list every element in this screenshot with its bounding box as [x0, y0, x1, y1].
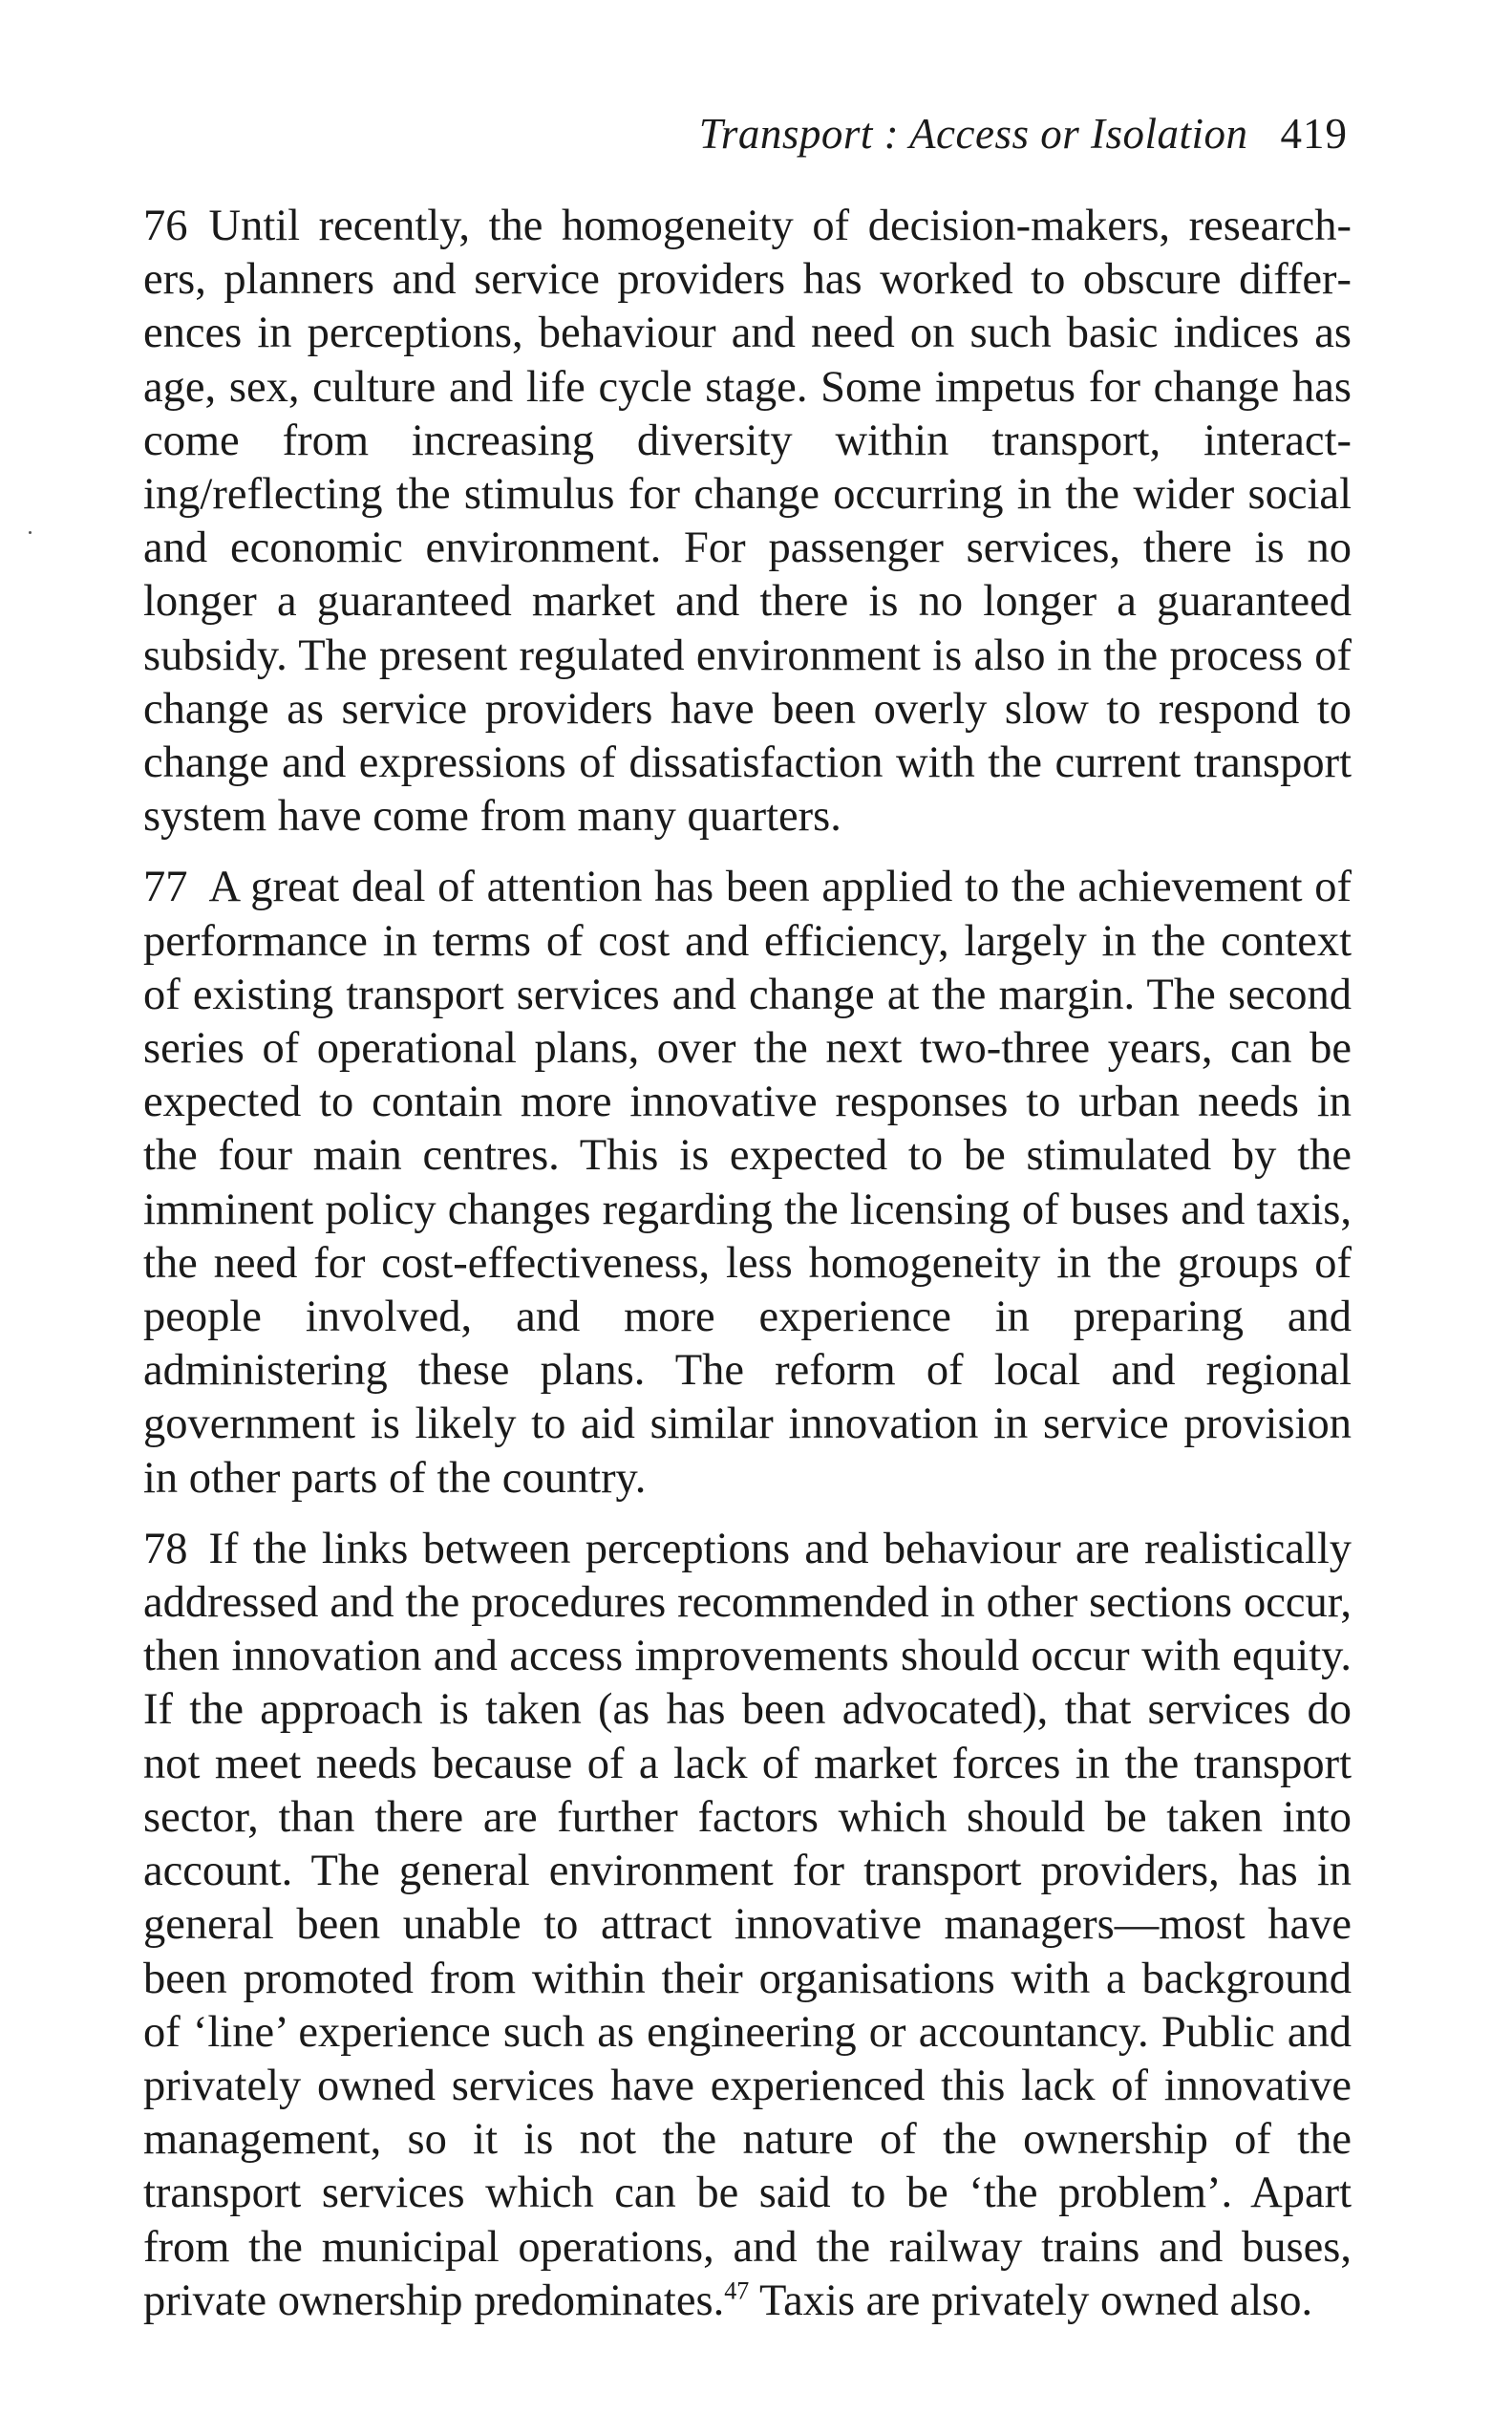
page-number: 419 [1280, 110, 1348, 158]
paragraph-78 [143, 1523, 1352, 2328]
paragraph-number: 77 [143, 863, 188, 912]
paragraph-text: If the links between perceptions and behaviour are realistically addressed and the procedures recommended in other sections occur, then innovation and access improvements should occur with equity. If the approach is taken (as has been advocated), that services do not meet needs because of a lack of market forces in the transport sector, than there are further factors which should be taken into account. The general environment for transport providers, has in general been unable to attract innovative managers—most have been promoted from within their organisations with a background of ‘line’ experience such as engineering or accountancy. Public and privately owned services have experienced this lack of innovative management, so it is not the nature of the ownership of the transport services which can be said to be ‘the problem’. Apart from the municipal operations, and the railway trains and buses, private ownership predominates. [143, 1524, 1352, 2325]
paragraph-76 [143, 200, 1352, 844]
paragraph-77 [143, 861, 1352, 1505]
running-title: Transport : Access or Isolation [698, 110, 1248, 158]
paragraph-text: Until recently, the homogeneity of decision-makers, researchers, planners and service providers has worked to obscure differences in perceptions, behaviour and need on such basic indices as age, sex, culture and life cycle stage. Some impetus for change has come from increasing diversity within transport, interacting/reflecting the stimulus for change occurring in the wider social and economic environment. For passenger services, there is no longer a guaranteed market and there is no longer a guaranteed subsidy. The present regulated environment is also in the process of change as service providers have been overly slow to respond to change and expressions of dissatisfaction with the current transport system have come from many quarters. [143, 202, 1352, 842]
paragraph-text-continued: Taxis are privately owned also. [749, 2276, 1313, 2325]
margin-speck [29, 531, 32, 534]
footnote-reference: 47 [724, 2276, 750, 2305]
running-head [143, 110, 1352, 158]
paragraph-text: A great deal of attention has been applied to the achievement of performance in terms of cost and efficiency, largely in the context of existing transport services and change at the margin. The second series of operational plans, over the next two-three years, can be expected to contain more innovative responses to urban needs in the four main centres. This is expected to be stimulated by the imminent policy changes regarding the licensing of buses and taxis, the need for cost-effectiveness, less homogeneity in the groups of people involved, and more experience in preparing and administering these plans. The reform of local and regional government is likely to aid similar innovation in service provision in other parts of the country. [143, 863, 1352, 1503]
paragraph-number: 78 [143, 1524, 188, 1573]
paragraph-number: 76 [143, 202, 188, 250]
book-page [143, 110, 1352, 2345]
